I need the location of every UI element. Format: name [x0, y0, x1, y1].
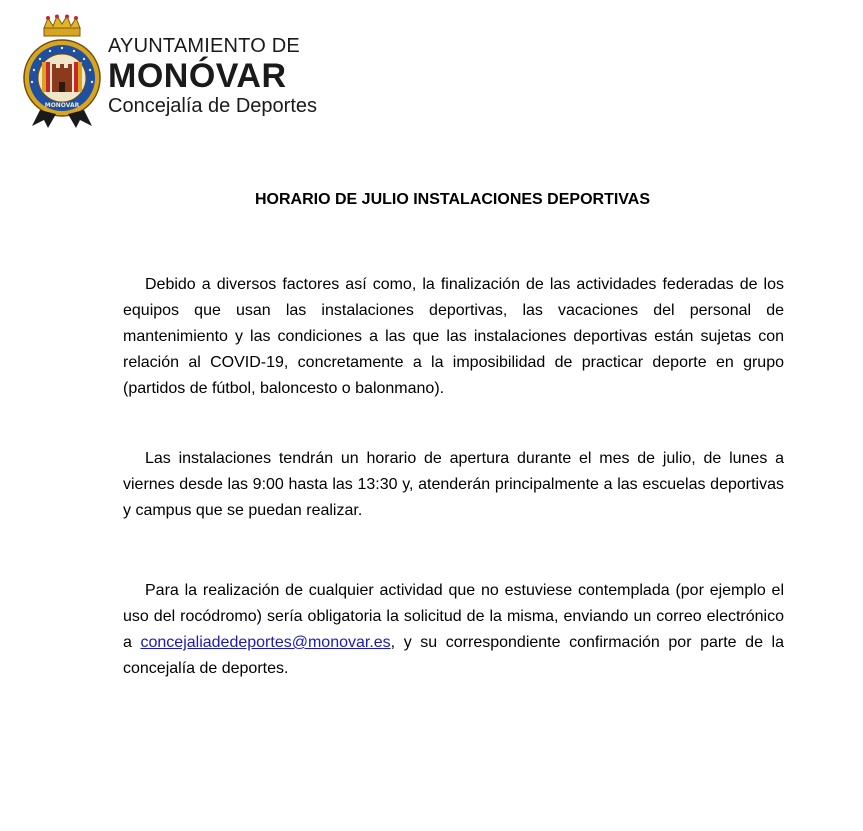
paragraph-3 [123, 578, 784, 682]
org-line1: AYUNTAMIENTO DE [108, 35, 300, 57]
paragraph-2-text: Las instalaciones tendrán un horario de apertura durante el mes de julio, de lunes a viernes desde las 9:00 hasta las 13:30 y, atenderán principalmente a las escuelas deportivas y campus que se puedan realizar. [123, 450, 784, 519]
paragraph-1 [123, 272, 784, 402]
coat-of-arms-icon [22, 14, 102, 134]
seal-text: MONOVAR [44, 102, 80, 109]
org-name-block [108, 36, 317, 116]
paragraph-3-after: , y su correspondiente confirmación por parte de la concejalía de deportes. [123, 634, 785, 677]
org-line3: Concejalía de Deportes [108, 95, 318, 117]
paragraph-3-before: Para la realización de cualquier actividad que no estuviese contemplada (por ejemplo el uso del rocódromo) sería obligatoria la solicitud de la misma, enviando un correo electrónico a [123, 582, 784, 651]
org-line2: MONÓVAR [108, 57, 287, 95]
paragraph-3-text [123, 578, 784, 682]
header [22, 14, 342, 134]
paragraph-1-text: Debido a diversos factores así como, la finalización de las actividades federadas de los equipos que usan las instalaciones deportivas, las vacaciones del personal de mantenimiento y las condiciones a las que las instalaciones deportivas están sujetas con relación al COVID-19, concretamente a la imposibilidad de practicar deporte en grupo (partidos de fútbol, baloncesto o balonmano). [123, 276, 784, 397]
email-link[interactable]: concejaliadedeportes@monovar.es [140, 634, 391, 651]
paragraph-2 [123, 446, 784, 524]
page-title: HORARIO DE JULIO INSTALACIONES DEPORTIVAS [255, 191, 650, 208]
